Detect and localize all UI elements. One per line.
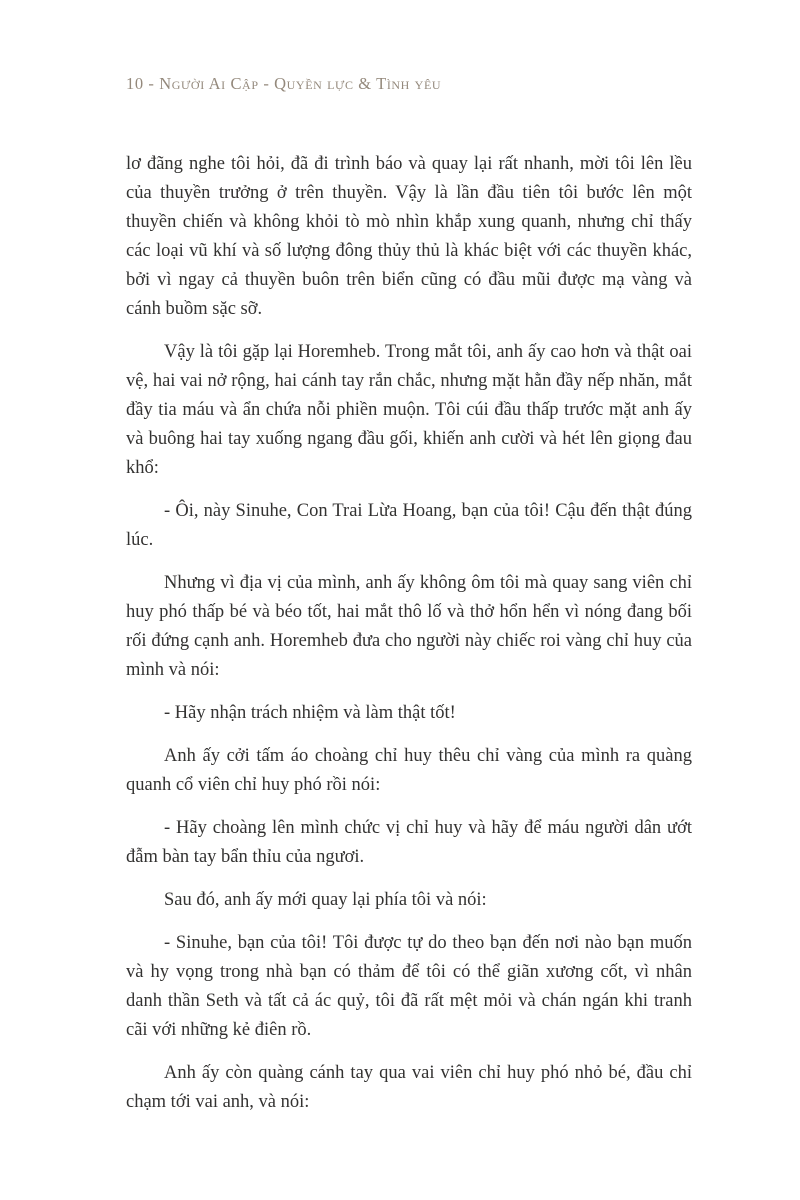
paragraph: Vậy là tôi gặp lại Horemheb. Trong mắt tôi, anh ấy cao hơn và thật oai vệ, hai vai nở rộng, hai cánh tay rắn chắc, nhưng mặt hằn đầy nếp nhăn, mắt đầy tia máu và ẩn chứa nỗi phiền muộn. Tôi cúi đầu thấp trước mặt anh ấy và buông hai tay xuống ngang đầu gối, khiến anh cười và hét lên giọng đau khổ: (126, 342, 692, 478)
paragraph: - Ôi, này Sinuhe, Con Trai Lừa Hoang, bạn của tôi! Cậu đến thật đúng lúc. (126, 501, 692, 550)
paragraph: - Hãy choàng lên mình chức vị chỉ huy và hãy để máu người dân ướt đẫm bàn tay bẩn thỉu của ngươi. (126, 818, 692, 867)
paragraph: - Sinuhe, bạn của tôi! Tôi được tự do theo bạn đến nơi nào bạn muốn và hy vọng trong nhà bạn có thảm để tôi có thể giãn xương cốt, vì nhân danh thần Seth và tất cả ác quỷ, tôi đã rất mệt mỏi và chán ngán khi tranh cãi với những kẻ điên rồ. (126, 933, 692, 1040)
paragraph: Anh ấy còn quàng cánh tay qua vai viên chỉ huy phó nhỏ bé, đầu chỉ chạm tới vai anh, và nói: (126, 1063, 692, 1112)
paragraph: Sau đó, anh ấy mới quay lại phía tôi và nói: (164, 890, 487, 910)
paragraph: Anh ấy cởi tấm áo choàng chỉ huy thêu chỉ vàng của mình ra quàng quanh cổ viên chỉ huy phó rồi nói: (126, 746, 692, 795)
page-body (126, 150, 692, 1131)
paragraph: Nhưng vì địa vị của mình, anh ấy không ôm tôi mà quay sang viên chỉ huy phó thấp bé và béo tốt, hai mắt thô lố và thở hổn hển vì nóng đang bối rối đứng cạnh anh. Horemheb đưa cho người này chiếc roi vàng chỉ huy của mình và nói: (126, 573, 692, 680)
running-header: 10 - Người Ai Cập - Quyền lực & Tình yêu (126, 74, 442, 93)
paragraph: lơ đãng nghe tôi hỏi, đã đi trình báo và quay lại rất nhanh, mời tôi lên lều của thuyền trưởng ở trên thuyền. Vậy là lần đầu tiên tôi bước lên một thuyền chiến và không khỏi tò mò nhìn khắp xung quanh, nhưng chỉ thấy các loại vũ khí và số lượng đông thủy thủ là khác biệt với các thuyền khác, bởi vì ngay cả thuyền buôn trên biển cũng có đầu mũi được mạ vàng và cánh buồm sặc sỡ. (126, 154, 692, 319)
paragraph: - Hãy nhận trách nhiệm và làm thật tốt! (164, 703, 456, 723)
